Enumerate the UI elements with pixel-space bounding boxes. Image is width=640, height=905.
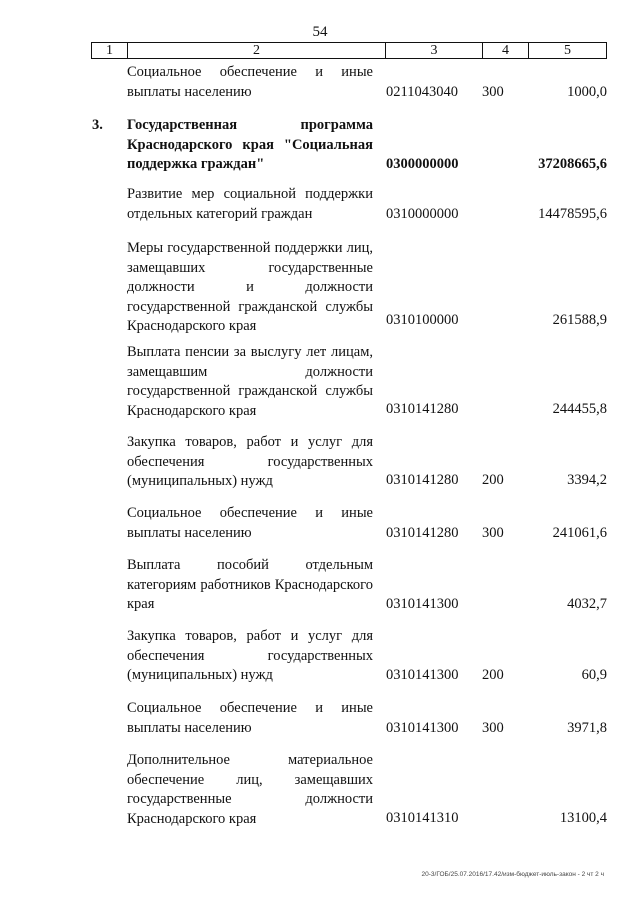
row-name: Закупка товаров, работ и услуг для обеспечения государственных (муниципальных) нужд — [127, 434, 373, 489]
header-col-5: 5 — [564, 43, 571, 58]
row-name: Закупка товаров, работ и услуг для обеспечения государственных (муниципальных) нужд — [127, 628, 373, 683]
row-amount: 3971,8 — [567, 720, 607, 736]
row-code: 0310141310 — [386, 810, 459, 826]
row-expense-type: 300 — [482, 720, 504, 736]
row-name: Выплата пособий отдельным категориям работников Краснодарского края — [127, 557, 373, 612]
row-name: Меры государственной поддержки лиц, замещавших государственные должности и должности государственной гражданской службы Краснодарского края — [127, 240, 373, 334]
row-name: Государственная программа Краснодарского края "Социальная поддержка граждан" — [127, 117, 373, 172]
row-code: 0310141300 — [386, 667, 459, 683]
row-expense-type: 300 — [482, 83, 504, 100]
row-number: 3. — [92, 117, 103, 133]
row-code: 0310141300 — [386, 720, 459, 736]
header-col-2: 2 — [128, 43, 386, 58]
row-code: 0310141280 — [386, 401, 459, 417]
row-code: 0310141300 — [386, 596, 459, 612]
row-amount: 13100,4 — [559, 810, 607, 826]
row-code: 0310141280 — [386, 525, 459, 541]
row-amount: 241061,6 — [552, 525, 607, 541]
row-amount: 4032,7 — [567, 596, 607, 612]
page-number: 54 — [312, 24, 328, 40]
row-amount: 37208665,6 — [538, 156, 607, 172]
row-name: Развитие мер социальной поддержки отдельных категорий граждан — [127, 186, 373, 222]
row-amount: 244455,8 — [552, 401, 607, 417]
row-name: Выплата пенсии за выслугу лет лицам, замещавшим должности государственной гражданской службы Краснодарского края — [127, 344, 373, 419]
row-amount: 14478595,6 — [538, 205, 607, 222]
row-amount: 1000,0 — [567, 83, 607, 100]
row-code: 0300000000 — [386, 156, 459, 172]
row-code: 0211043040 — [386, 83, 458, 100]
row-code: 0310100000 — [386, 312, 459, 328]
table-header — [91, 42, 607, 59]
header-col-3: 3 — [386, 43, 483, 58]
row-amount: 3394,2 — [567, 472, 607, 488]
row-amount: 261588,9 — [552, 312, 607, 328]
row-expense-type: 300 — [482, 525, 504, 541]
row-name: Социальное обеспечение и иные выплаты населению — [127, 505, 373, 541]
header-col-4: 4 — [483, 43, 529, 58]
row-code: 0310141280 — [386, 472, 459, 488]
row-name: Социальное обеспечение и иные выплаты населению — [127, 700, 373, 736]
row-expense-type: 200 — [482, 667, 504, 683]
footer-file-stamp: 20-3/ГОБ/25.07.2016/17.42/изм-бюджет-июль-закон - 2 чт 2 ч — [421, 871, 604, 878]
header-col-1: 1 — [92, 43, 128, 58]
row-expense-type: 200 — [482, 472, 504, 488]
row-code: 0310000000 — [386, 205, 459, 222]
row-name: Дополнительное материальное обеспечение лиц, замещавших государственные должности Краснодарского края — [127, 752, 373, 827]
row-amount: 60,9 — [581, 667, 607, 683]
row-name: Социальное обеспечение и иные выплаты населению — [127, 64, 373, 100]
